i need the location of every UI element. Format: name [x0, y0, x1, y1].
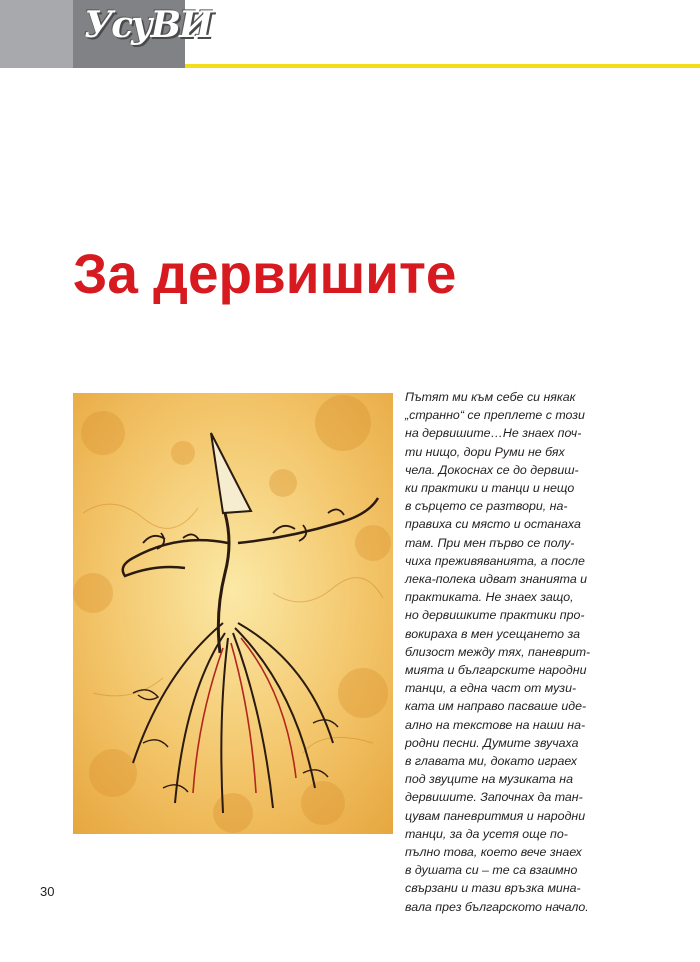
body-line: пълно това, което вече знаех: [405, 845, 582, 860]
body-line: но дервишките практики про-: [405, 608, 585, 623]
body-line: практиката. Не знаех защо,: [405, 590, 574, 605]
body-line: ки практики и танци и нещо: [405, 481, 575, 496]
body-line: лека-полека идват знанията и: [405, 572, 588, 587]
body-line: под звуците на музиката на: [405, 772, 573, 787]
body-line: родни песни. Думите звучаха: [405, 735, 579, 750]
article-title: За дервишите: [73, 242, 457, 305]
body-line: мията и българските народни: [405, 663, 587, 678]
article-body: [405, 388, 627, 916]
body-line: правиха си място и останаха: [405, 517, 581, 532]
body-line: в сърцето се разтвори, на-: [405, 499, 568, 514]
body-line: близост между тях, паневрит-: [405, 644, 591, 659]
body-line: ти нищо, дори Руми не бях: [405, 444, 565, 459]
whirling-dervish-illustration: [73, 393, 393, 834]
body-line: там. При мен първо се полу-: [405, 535, 575, 550]
body-line: Пътят ми към себе си някак: [405, 390, 576, 404]
body-line: в главата ми, докато играех: [405, 754, 577, 769]
section-logo: УсуВИ: [84, 4, 212, 46]
body-line: ката им направо пасваше иде-: [405, 699, 587, 714]
body-line: дервишите. Започнах да тан-: [405, 790, 583, 805]
body-line: вала през българското начало.: [405, 899, 589, 914]
body-line: цувам паневритмия и народни: [405, 808, 586, 823]
header-gray-block: [0, 0, 73, 68]
body-line: танци, а една част от музи-: [405, 681, 577, 696]
body-line: ално на текстове на наши на-: [405, 717, 586, 732]
body-line: на дервишите…Не знаех поч-: [405, 426, 582, 441]
body-line: свързани и тази връзка мина-: [405, 881, 581, 896]
body-line: „странно“ се преплете с този: [405, 408, 585, 423]
body-line: в душата си – те са взаимно: [405, 863, 578, 878]
body-line: вокираха в мен усещането за: [405, 626, 581, 641]
body-line: танци, за да усетя още по-: [405, 826, 568, 841]
body-line: чиха преживяванията, а после: [405, 553, 585, 568]
header-rule: [185, 64, 700, 68]
body-line: чела. Докоснах се до дервиш-: [405, 462, 579, 477]
page-number: 30: [40, 884, 55, 899]
